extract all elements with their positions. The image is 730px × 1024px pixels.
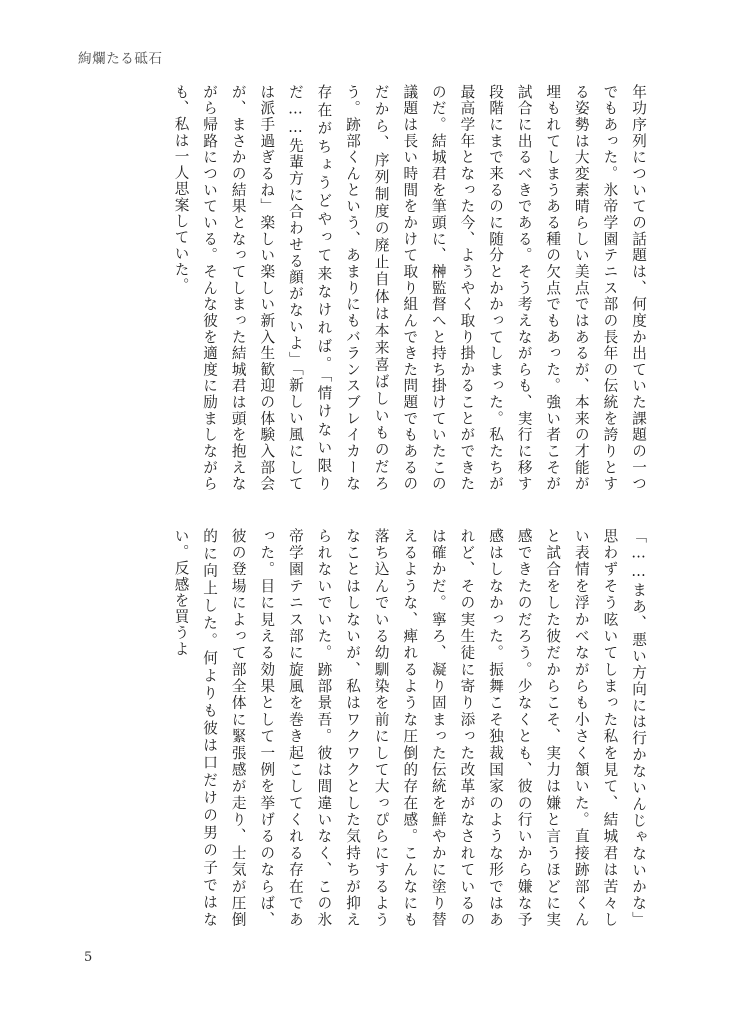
paragraph: 「……まあ、悪い方向には行かないんじゃないかな」思わずそう呟いてしまった私を見て、結城君は苦々しい表情を浮かべながらも小さく頷いた。直接跡部くんと試合をした彼だからこそ、実力は嫌と言うほどに実感できたのだろう。少なくとも、彼の行いから嫌な予感はしなかった。振舞こそ独裁国家のような形ではあれど、その実生徒に寄り添った改革がなされているのは確かだ。寧ろ、凝り固まった伝統を鮮やかに塗り替えるような、痺れるような圧倒的存在感。こんなにも落ち込んでいる幼馴染を前にして大っぴらにするようなことはしないが、私はワクワクとした気持ちが抑えられないでいた。跡部景吾。彼は間違いなく、この氷帝学園テニス部に旋風を巻き起こしてくれる存在であった。目に見える効果として一例を挙げるのならば、彼の登場によって部全体に緊張感が走り、士気が圧倒的に向上した。何よりも彼は口だけの男の子ではない。反感を買うよ bbox=[172, 528, 647, 928]
body-text-block-bottom bbox=[86, 528, 652, 928]
body-text-block-top bbox=[86, 84, 652, 492]
running-head: 絢爛たる砥石 bbox=[78, 51, 163, 67]
page-number: 5 bbox=[84, 950, 93, 965]
paragraph: 年功序列についての話題は、何度か出ていた課題の一つでもあった。氷帝学園テニス部の長年の伝統を誇りとする姿勢は大変素晴らしい美点ではあるが、本来の才能が埋もれてしまうある種の欠点でもあった。強い者こそが試合に出るべきである。そう考えながらも、実行に移す段階にまで来るのに随分とかかってしまった。私たちが最高学年となった今、ようやく取り掛かることができたのだ。結城君を筆頭に、榊監督へと持ち掛けていたこの議題は長い時間をかけて取り組んできた問題でもあるのだから、序列制度の廃止自体は本来喜ばしいものだろう。跡部くんという、あまりにもバランスブレイカーな存在がちょうどやって来なければ。「情けない限りだ……先輩方に合わせる顔がないよ」「新しい風にしては派手過ぎるね」楽しい楽しい新入生歓迎の体験入部会が、まさかの結果となってしまった結城君は頭を抱えながら帰路についている。そんな彼を適度に励ましながらも、私は一人思案していた。 bbox=[172, 84, 647, 492]
